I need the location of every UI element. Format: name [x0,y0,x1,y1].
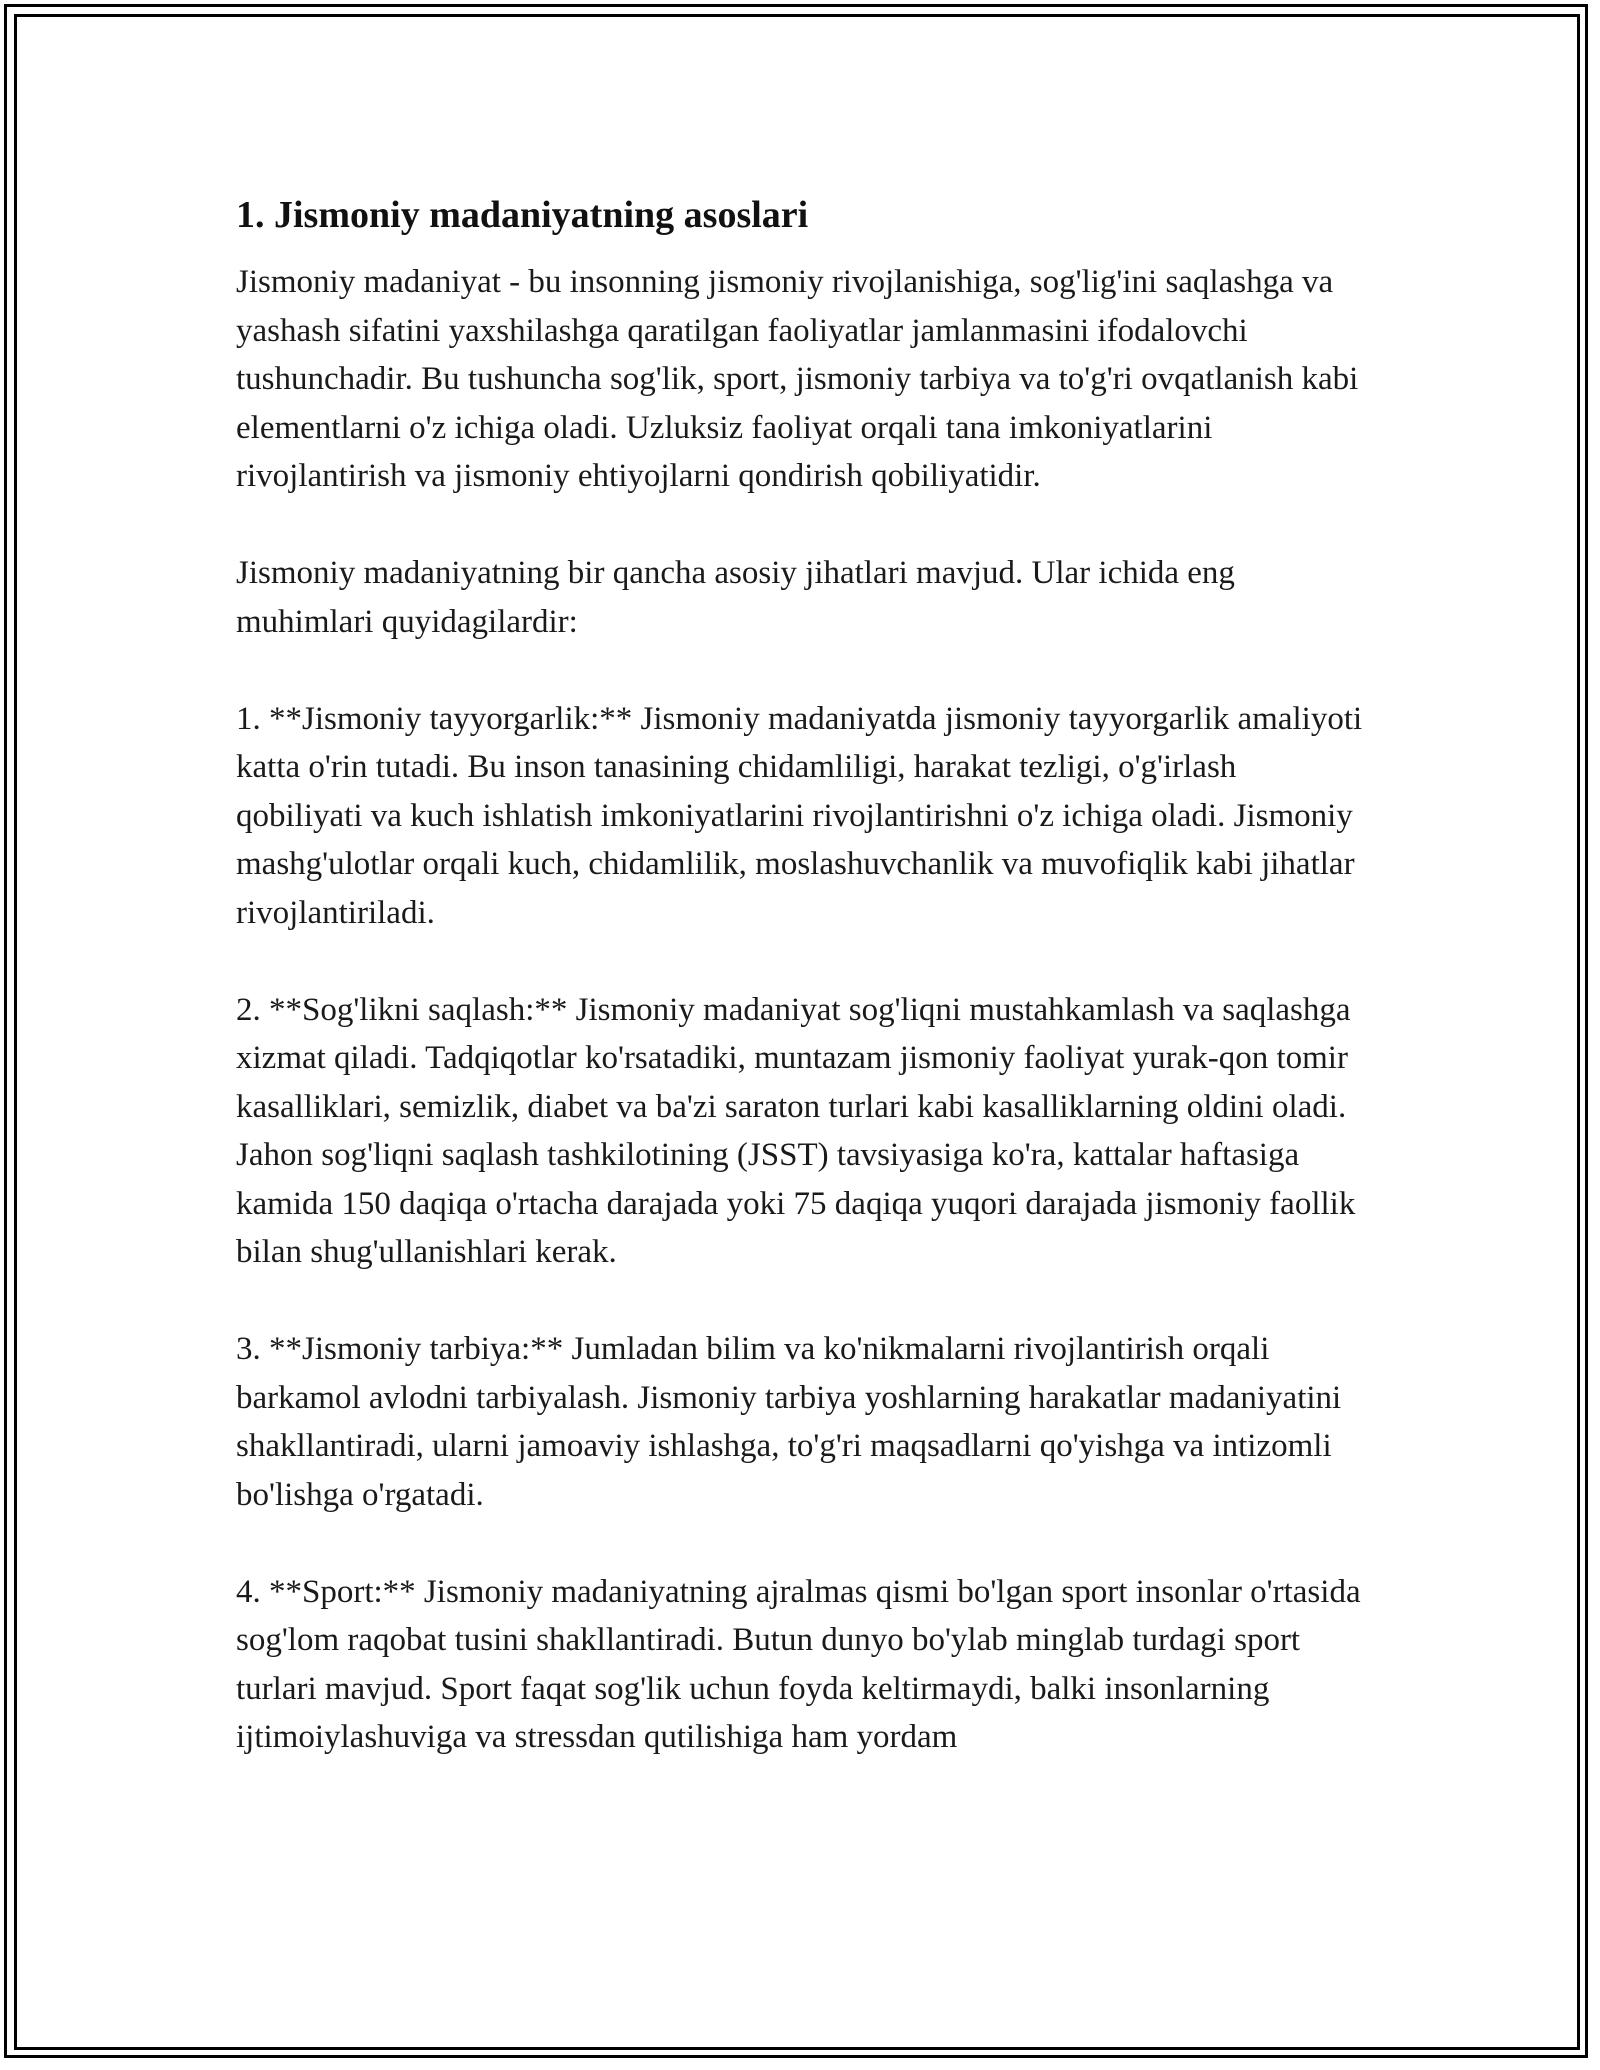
paragraph-item-1: 1. **Jismoniy tayyorgarlik:** Jismoniy madaniyatda jismoniy tayyorgarlik amaliyoti katta o'rin tutadi. Bu inson tanasining chidamliligi, harakat tezligi, o'g'irlash qobiliyati va kuch ishlatish imkoniyatlarini rivojlantirishni o'z ichiga oladi. Jismoniy mashg'ulotlar orqali kuch, chidamlilik, moslashuvchanlik va muvofiqlik kabi jihatlar rivojlantiriladi. [236,700,1363,931]
paragraph-item-2: 2. **Sog'likni saqlash:** Jismoniy madaniyat sog'liqni mustahkamlash va saqlashga xizmat qiladi. Tadqiqotlar ko'rsatadiki, muntazam jismoniy faoliyat yurak-qon tomir kasalliklari, semizlik, diabet va ba'zi saraton turlari kabi kasalliklarning oldini oladi. Jahon sog'liqni saqlash tashkilotining (JSST) tavsiyasiga ko'ra, kattalar haftasiga kamida 150 daqiqa o'rtacha darajada yoki 75 daqiqa yuqori darajada jismoniy faollik bilan shug'ullanishlari kerak. [236,991,1356,1270]
paragraph-aspects: Jismoniy madaniyatning bir qancha asosiy jihatlari mavjud. Ular ichida eng muhimlari quyidagilardir: [236,555,1235,640]
page-title: 1. Jismoniy madaniyatning asoslari [236,194,809,236]
paragraph-intro: Jismoniy madaniyat - bu insonning jismoniy rivojlanishiga, sog'lig'ini saqlashga va yashash sifatini yaxshilashga qaratilgan faoliyatlar jamlanmasini ifodalovchi tushunchadir. Bu tushuncha sog'lik, sport, jismoniy tarbiya va to'g'ri ovqatlanish kabi elementlarni o'z ichiga oladi. Uzluksiz faoliyat orqali tana imkoniyatlarini rivojlantirish va jismoniy ehtiyojlarni qondirish qobiliyatidir. [236,264,1359,494]
paragraph-item-3: 3. **Jismoniy tarbiya:** Jumladan bilim va ko'nikmalarni rivojlantirish orqali barkamol avlodni tarbiyalash. Jismoniy tarbiya yoshlarning harakatlar madaniyatini shakllantiradi, ularni jamoaviy ishlashga, to'g'ri maqsadlarni qo'yishga va intizomli bo'lishga o'rgatadi. [236,1331,1342,1513]
paragraph-item-4: 4. **Sport:** Jismoniy madaniyatning ajralmas qismi bo'lgan sport insonlar o'rtasida sog'lom raqobat tusini shakllantiradi. Butun dunyo bo'ylab minglab turdagi sport turlari mavjud. Sport faqat sog'lik uchun foyda keltirmaydi, balki insonlarning ijtimoiylashuviga va stressdan qutilishiga ham yordam [236,1573,1361,1755]
document-body [236,190,1366,1810]
